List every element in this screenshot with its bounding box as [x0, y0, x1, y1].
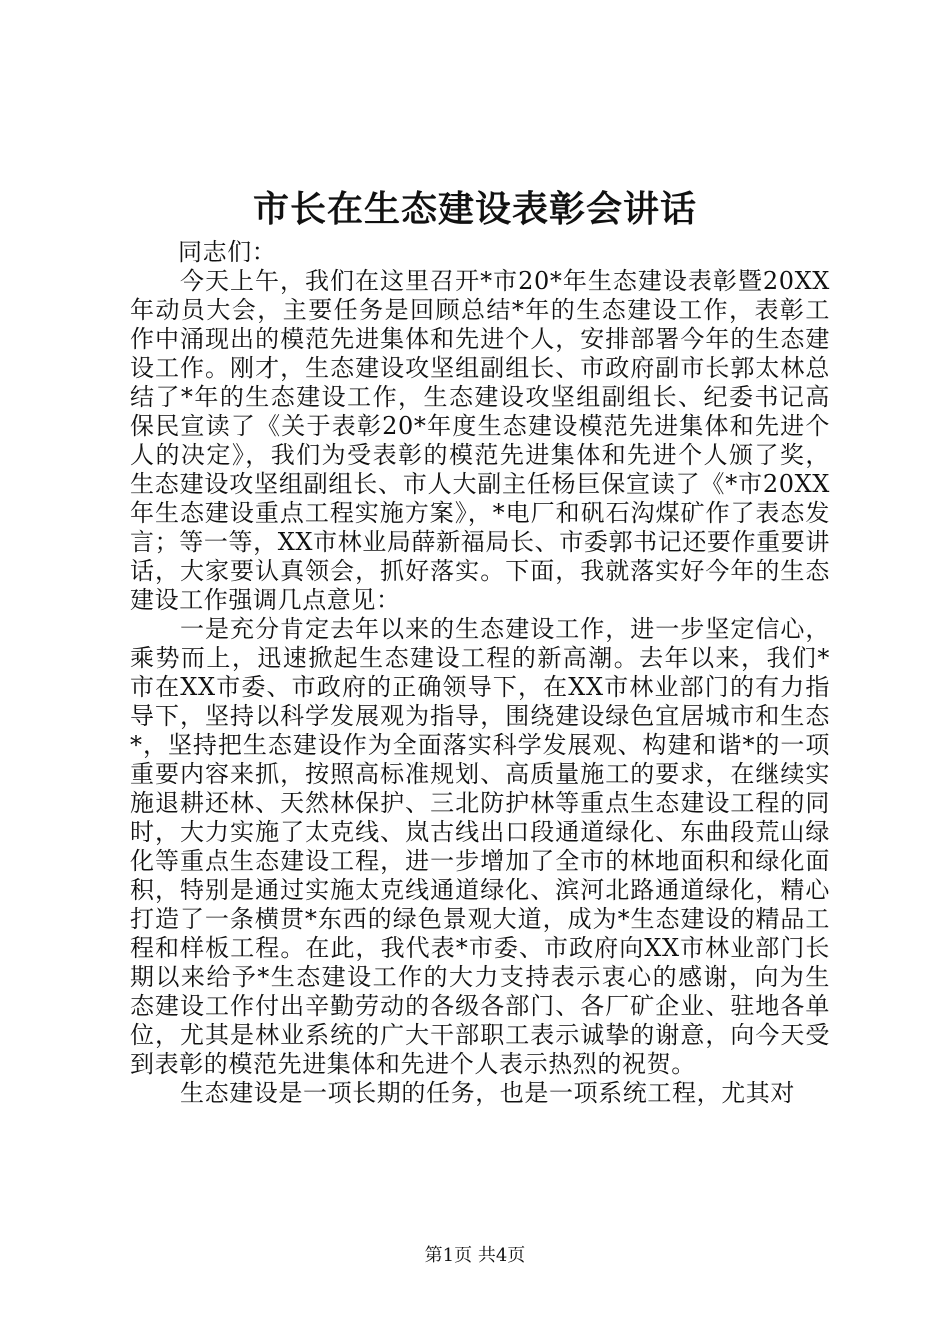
paragraph-3: 生态建设是一项长期的任务，也是一项系统工程，尤其对 — [180, 1079, 795, 1107]
document-body — [130, 238, 830, 1108]
document-title: 市长在生态建设表彰会讲话 — [252, 188, 697, 230]
paragraph-2: 一是充分肯定去年以来的生态建设工作，进一步坚定信心，乘势而上，迅速掀起生态建设工程的新高潮。去年以来，我们*市在XX市委、市政府的正确领导下，在XX市林业部门的有力指导下，坚持以科学发展观为指导，围绕建设绿色宜居城市和生态*，坚持把生态建设作为全面落实科学发展观、构建和谐*的一项重要内容来抓，按照高标准规划、高质量施工的要求，在继续实施退耕还林、天然林保护、三北防护林等重点生态建设工程的同时，大力实施了太克线、岚古线出口段通道绿化、东曲段荒山绿化等重点生态建设工程，进一步增加了全市的林地面积和绿化面积，特别是通过实施太克线通道绿化、滨河北路通道绿化，精心打造了一条横贯*东西的绿色景观大道，成为*生态建设的精品工程和样板工程。在此，我代表*市委、市政府向XX市林业部门长期以来给予*生态建设工作的大力支持表示衷心的感谢，向为生态建设工作付出辛勤劳动的各级各部门、各厂矿企业、驻地各单位，尤其是林业系统的广大干部职工表示诚挚的谢意，向今天受到表彰的模范先进集体和先进个人表示热烈的祝贺。 — [130, 615, 830, 1078]
salutation: 同志们： — [178, 238, 277, 266]
paragraph-1: 今天上午，我们在这里召开*市20*年生态建设表彰暨20XX年动员大会，主要任务是回顾总结*年的生态建设工作，表彰工作中涌现出的模范先进集体和先进个人，安排部署今年的生态建设工作。刚才，生态建设攻坚组副组长、市政府副市长郭太林总结了*年的生态建设工作，生态建设攻坚组副组长、纪委书记高保民宣读了《关于表彰20*年度生态建设模范先进集体和先进个人的决定》，我们为受表彰的模范先进集体和先进个人颁了奖，生态建设攻坚组副组长、市人大副主任杨巨保宣读了《*市20XX年生态建设重点工程实施方案》，*电厂和矾石沟煤矿作了表态发言；等一等，XX市林业局薛新福局长、市委郭书记还要作重要讲话，大家要认真领会，抓好落实。下面，我就落实好今年的生态建设工作强调几点意见： — [130, 267, 830, 614]
page-footer: 第1页 共4页 — [424, 1245, 526, 1266]
